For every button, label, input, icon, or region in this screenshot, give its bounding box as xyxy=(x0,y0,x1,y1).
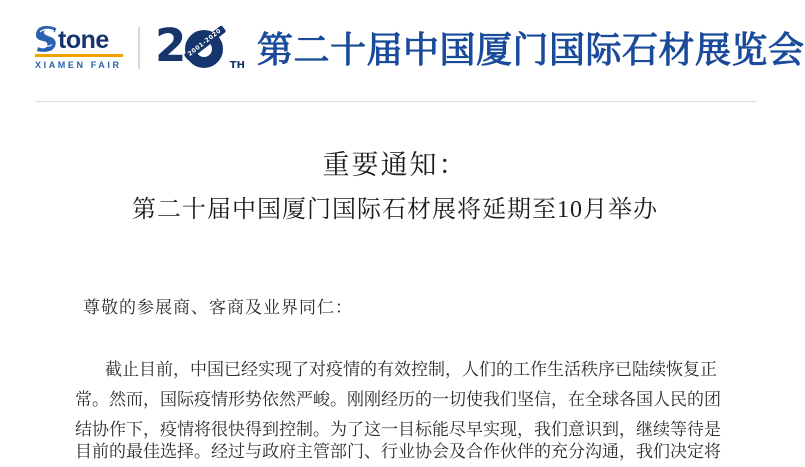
paragraph-line-partial: 目前的最佳选择。经过与政府主管部门、行业协会及合作伙伴的充分沟通，我们决定将 xyxy=(75,442,721,461)
letterhead xyxy=(35,18,805,73)
notice-heading: 重要通知： xyxy=(322,150,468,180)
logo-gold-rule xyxy=(35,54,123,57)
paragraph-line: 截止目前，中国已经实现了对疫情的有效控制，人们的工作生活秩序已陆续恢复正 xyxy=(105,360,717,379)
anniversary-20th-mark xyxy=(155,18,245,73)
stone-wordmark-text: tone xyxy=(58,26,109,54)
logo-divider xyxy=(138,27,140,69)
notice-paragraph xyxy=(75,355,721,467)
fair-title: 第二十届中国厦门国际石材展览会 xyxy=(257,29,805,70)
logo-subtitle: XIAMEN FAIR xyxy=(35,60,122,70)
stone-fair-logo xyxy=(35,25,123,70)
salutation: 尊敬的参展商、客商及业界同仁： xyxy=(83,298,353,317)
letterhead-rule xyxy=(35,101,757,102)
notice-subheading: 第二十届中国厦门国际石材展将延期至10月举办 xyxy=(132,197,658,223)
stone-globe-icon xyxy=(35,25,58,52)
anniversary-ribbon: 2001-2020 xyxy=(184,25,227,61)
stone-wordmark xyxy=(35,25,123,52)
paragraph-line: 结协作下，疫情将很快得到控制。为了这一目标能尽早实现，我们意识到，继续等待是 xyxy=(75,420,721,439)
paragraph-line: 常。然而，国际疫情形势依然严峻。刚刚经历的一切使我们坚信，在全球各国人民的团 xyxy=(75,390,721,409)
anniversary-suffix: TH xyxy=(229,59,245,71)
anniversary-digit: 2 xyxy=(155,18,184,72)
